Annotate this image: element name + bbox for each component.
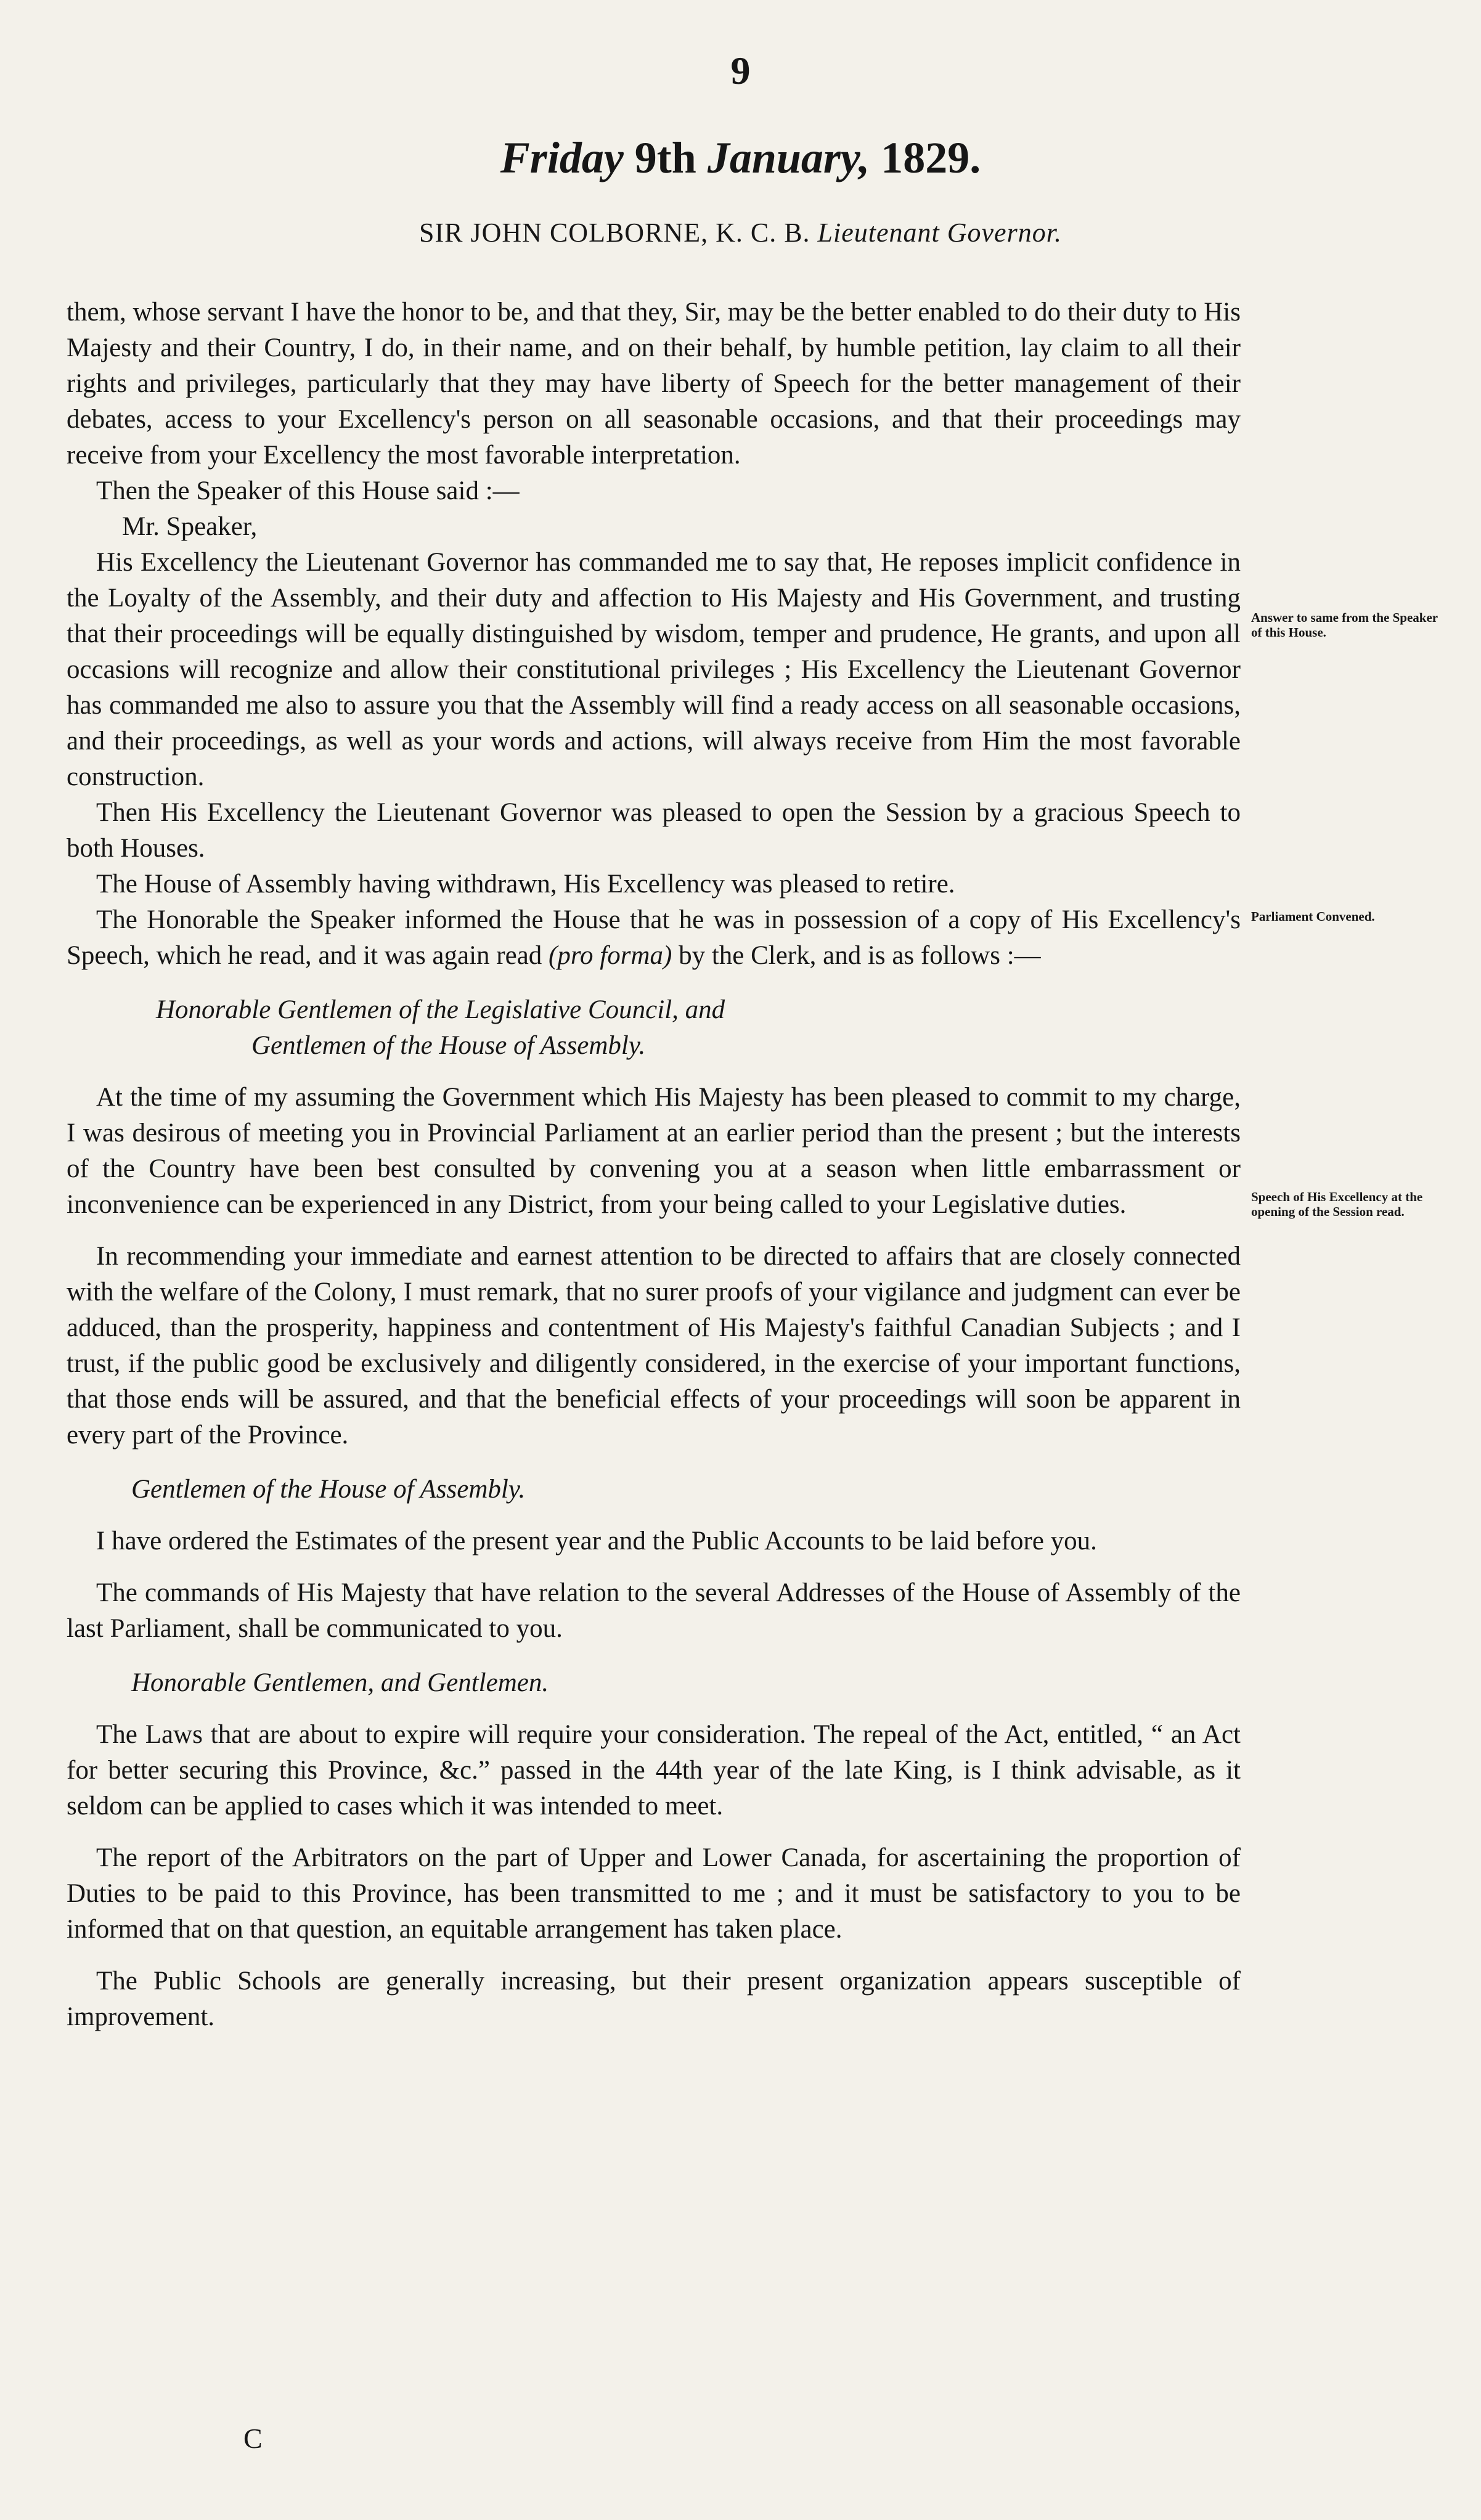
- paragraph: His Excellency the Lieutenant Governor has commanded me to say that, He reposes implicit confidence in the Loyalty of the Assembly, and their duty and affection to His Majesty and His Government, and trusting that their proceedings will be equally distinguished by wisdom, temper and prudence, He grants, and upon all occasions will recognize and allow their constitutional privileges ; His Excellency the Lieutenant Governor has commanded me also to assure you that the Assembly will find a ready access on all seasonable occasions, and their proceedings, as well as your words and actions, will always receive from Him the most favorable construction.: [67, 548, 1241, 791]
- paragraph: I have ordered the Estimates of the present year and the Public Accounts to be laid before you.: [96, 1527, 1097, 1556]
- section-heading: Gentlemen of the House of Assembly.: [251, 1031, 646, 1060]
- paragraph: The Laws that are about to expire will require your consideration. The repeal of the Act, entitled, “ an Act for better securing this Province, &c.” passed in the 44th year of the late King, is I think advisable, as it seldom can be applied to cases which it was intended to meet.: [67, 1720, 1241, 1821]
- paragraph: them, whose servant I have the honor to be, and that they, Sir, may be the better enabled to do their duty to His Majesty and their Country, I do, in their name, and on their behalf, by humble petition, lay claim to all their rights and privileges, particularly that they may have liberty of Speech for the better management of their debates, access to your Excellency's person on all seasonable occasions, and that their proceedings may receive from your Excellency the most favorable interpretation.: [67, 298, 1241, 470]
- paragraph: [67, 902, 1241, 974]
- signature-mark: C: [243, 2423, 263, 2454]
- paragraph: Then His Excellency the Lieutenant Governor was pleased to open the Session by a gracious Speech to both Houses.: [67, 798, 1241, 863]
- paragraph-part: The Honorable the Speaker informed the House that he was in possession of a copy of His Excellency's Speech, which he read, and it was again read: [67, 905, 1241, 970]
- body-text: [67, 295, 1241, 2035]
- paragraph-part: by the Clerk, and is as follows :—: [679, 941, 1041, 970]
- header-title: Lieutenant Governor.: [817, 218, 1062, 248]
- paragraph: In recommending your immediate and earnest attention to be directed to affairs that are closely connected with the welfare of the Colony, I must remark, that no surer proofs of your vigilance and judgment can ever be adduced, than the prosperity, happiness and contentment of His Majesty's faithful Canadian Subjects ; and I trust, if the public good be exclusively and diligently considered, in the exercise of your important functions, that those ends will be assured, and that the beneficial effects of your proceedings will soon be apparent in every part of the Province.: [67, 1242, 1241, 1450]
- date-month: January,: [707, 133, 870, 182]
- section-heading: Honorable Gentlemen of the Legislative Council, and: [156, 995, 725, 1024]
- paragraph: The commands of His Majesty that have relation to the several Addresses of the House of Assembly of the last Parliament, shall be communicated to you.: [67, 1578, 1241, 1643]
- margin-note: Speech of His Excellency at the opening of the Session read.: [1251, 1189, 1423, 1219]
- date-year: 1829.: [870, 133, 981, 182]
- header-name: SIR JOHN COLBORNE, K. C. B.: [419, 218, 810, 248]
- paragraph: The Public Schools are generally increasing, but their present organization appears susceptible of improvement.: [67, 1967, 1241, 2031]
- paragraph: The House of Assembly having withdrawn, His Excellency was pleased to retire.: [96, 870, 955, 899]
- margin-note: Parliament Convened.: [1251, 909, 1375, 924]
- date-line: [0, 133, 1481, 184]
- section-heading: Honorable Gentlemen, and Gentlemen.: [131, 1668, 549, 1697]
- date-rest: 9th: [623, 133, 708, 182]
- date-day: Friday: [500, 133, 624, 182]
- margin-note: Answer to same from the Speaker of this House.: [1251, 610, 1438, 640]
- running-header: [0, 217, 1481, 248]
- salutation: Mr. Speaker,: [122, 512, 258, 541]
- page-number: 9: [730, 49, 751, 92]
- paragraph-italic: (pro forma): [549, 941, 672, 970]
- paragraph: At the time of my assuming the Government which His Majesty has been pleased to commit to my charge, I was desirous of meeting you in Provincial Parliament at an earlier period than the present ; but the interests of the Country have been best consulted by convening you at a season when little embarrassment or inconvenience can be experienced in any District, from your being called to your Legislative duties.: [67, 1083, 1241, 1219]
- paragraph: Then the Speaker of this House said :—: [96, 476, 520, 505]
- paragraph: The report of the Arbitrators on the part of Upper and Lower Canada, for ascertaining the proportion of Duties to be paid to this Province, has been transmitted to me ; and it must be satisfactory to you to be informed that on that question, an equitable arrangement has taken place.: [67, 1843, 1241, 1944]
- section-heading: Gentlemen of the House of Assembly.: [131, 1475, 526, 1504]
